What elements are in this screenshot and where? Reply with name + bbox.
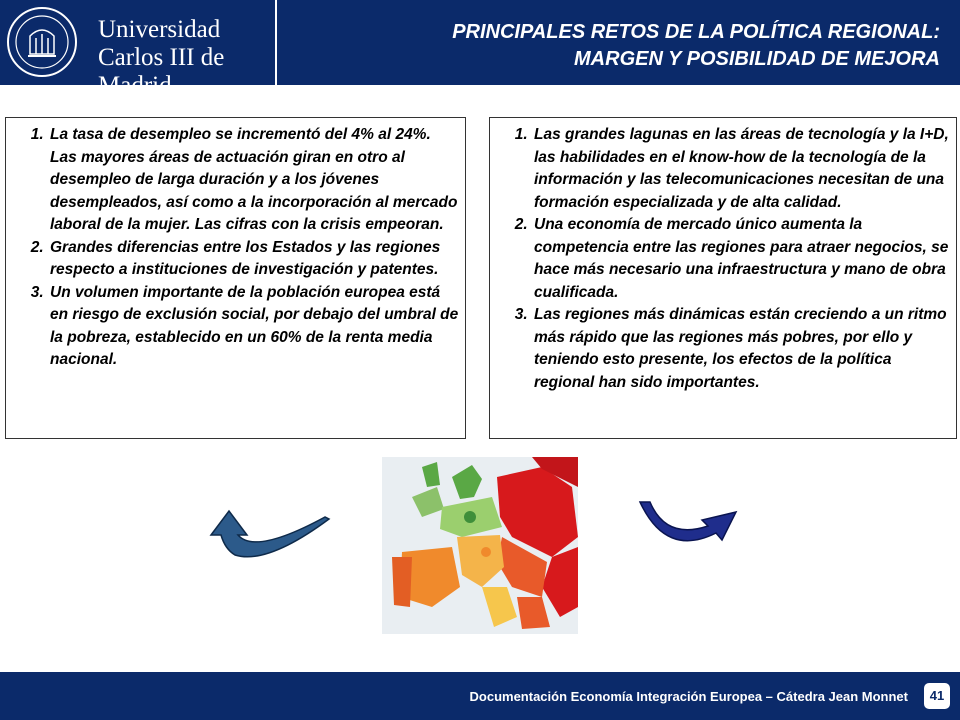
slide-title-line1: PRINCIPALES RETOS DE LA POLÍTICA REGIONAL: — [452, 21, 940, 43]
europe-regional-map — [382, 457, 578, 634]
list-item: 3. Las regiones más dinámicas están creciendo a un ritmo más rápido que las regiones más pobres, por ello y teniendo esto presente, los efectos de la política regional han sido importantes. — [532, 304, 950, 394]
list-item: 1. Las grandes lagunas en las áreas de tecnología y la I+D, las habilidades en el know-how de la tecnología de la información y las telecomunicaciones necesitan de una formación especializada y de alta calidad. — [532, 124, 950, 214]
slide-title-line2: MARGEN Y POSIBILIDAD DE MEJORA — [574, 48, 940, 70]
university-logo[interactable] — [0, 0, 277, 99]
curved-arrow-up-left-icon — [207, 505, 331, 561]
list-item: 2. Grandes diferencias entre los Estados y las regiones respecto a instituciones de investigación y patentes. — [48, 237, 459, 282]
slide-title — [452, 19, 940, 73]
right-text-box — [489, 117, 957, 439]
footer-text: Documentación Economía Integración Europea – Cátedra Jean Monnet — [469, 689, 908, 704]
university-seal-icon — [6, 6, 78, 78]
list-item: 3. Un volumen importante de la población europea está en riesgo de exclusión social, por debajo del umbral de la pobreza, establecido en un 60% de la renta media nacional. — [48, 282, 459, 372]
university-name-line2: Carlos III de Madrid — [98, 44, 225, 99]
header-bar — [0, 0, 960, 99]
left-text-box — [5, 117, 466, 439]
footer-bar — [0, 672, 960, 720]
university-name-line1: Universidad — [98, 16, 221, 43]
left-list — [6, 118, 465, 372]
curved-arrow-up-right-icon — [636, 500, 738, 552]
list-item: 2. Una economía de mercado único aumenta la competencia entre las regiones para atraer negocios, se hace más necesario una infraestructura y mano de obra cualificada. — [532, 214, 950, 304]
page-number: 41 — [924, 683, 950, 709]
right-list — [490, 118, 956, 394]
list-item: 1. La tasa de desempleo se incrementó del 4% al 24%. Las mayores áreas de actuación giran en otro al desempleo de larga duración y a los jóvenes desempleados, así como a la incorporación al mercado laboral de la mujer. Las cifras con la crisis empeoran. — [48, 124, 459, 237]
